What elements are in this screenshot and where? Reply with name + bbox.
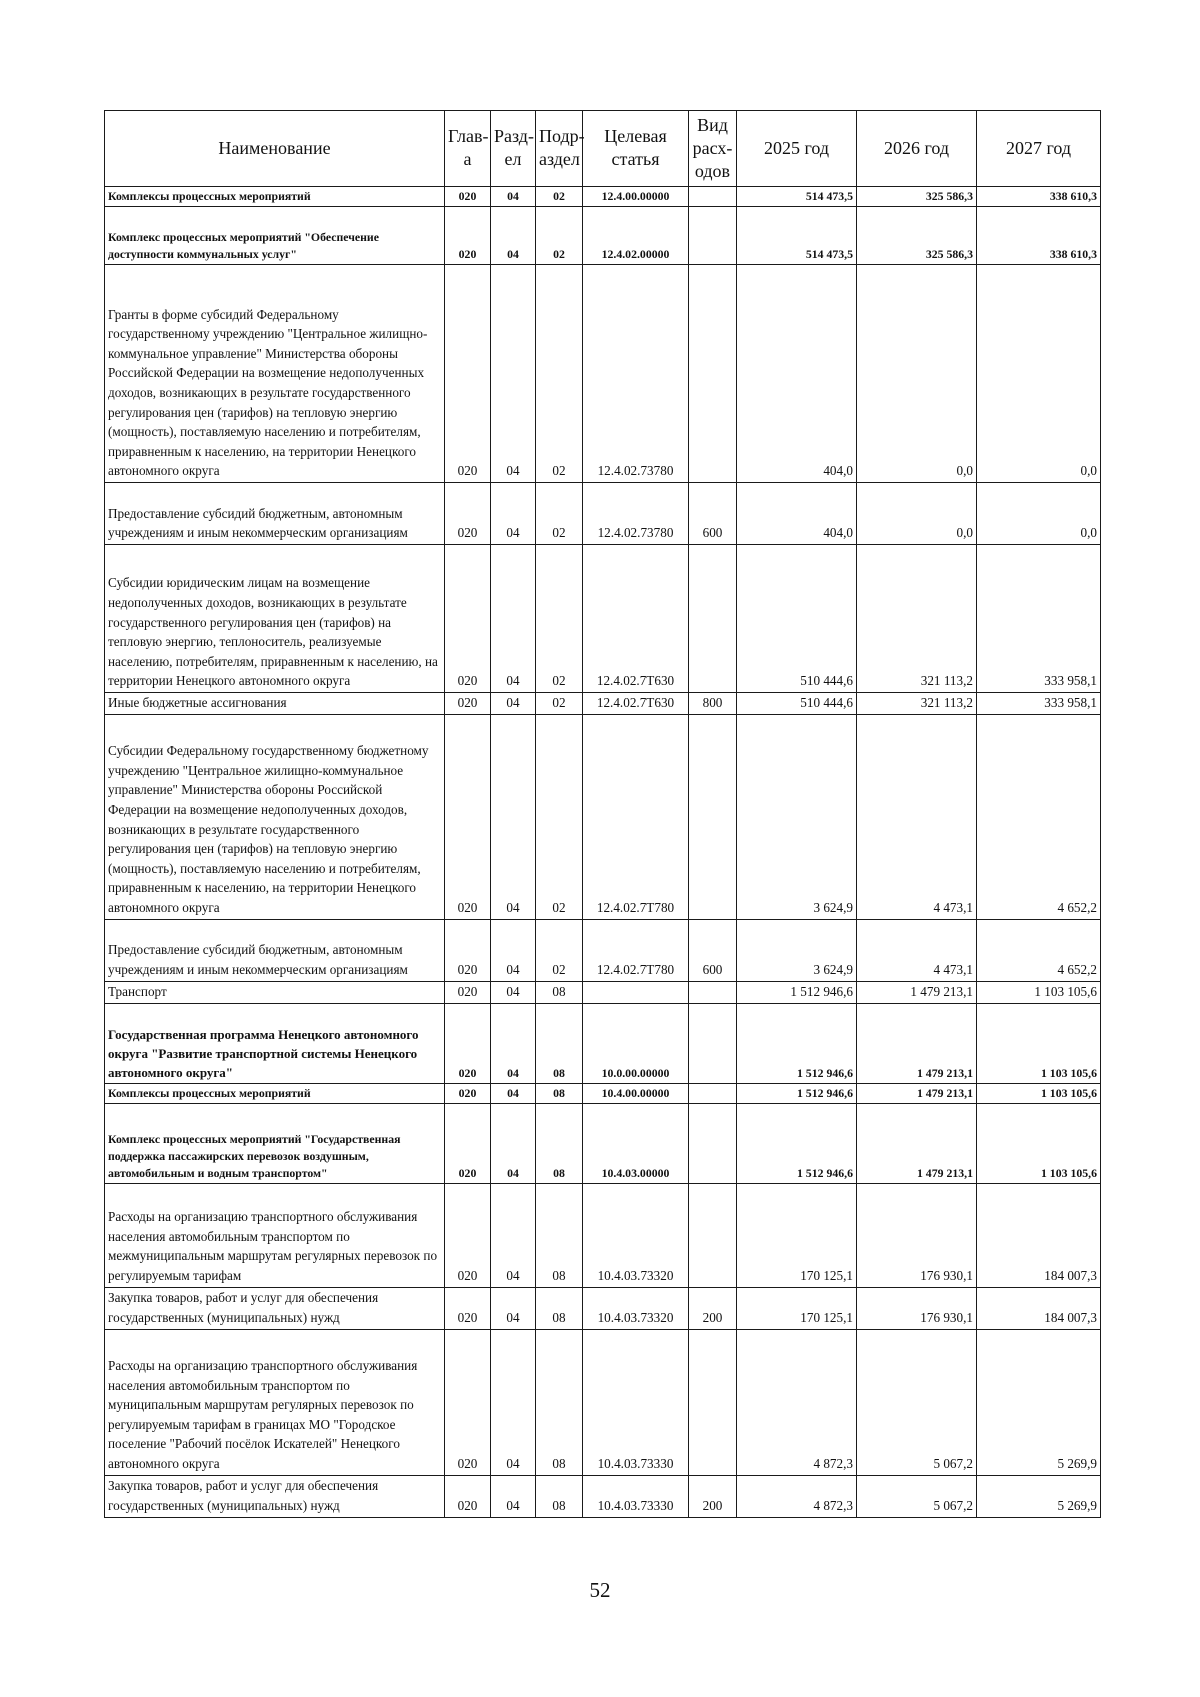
row-2027: 1 103 105,6	[977, 981, 1101, 1003]
row-podrazdel: 02	[536, 545, 583, 693]
row-razdel: 04	[491, 919, 536, 981]
header-target: Целевая статья	[583, 111, 689, 187]
table-row	[105, 1287, 1101, 1329]
row-vid	[689, 545, 737, 693]
row-2027: 1 103 105,6	[977, 1083, 1101, 1103]
row-target: 12.4.02.73780	[583, 265, 689, 483]
row-2026: 325 586,3	[857, 207, 977, 265]
header-razdel: Раздел	[491, 111, 536, 187]
row-name: Закупка товаров, работ и услуг для обеспечения государственных (муниципальных) нужд	[105, 1287, 445, 1329]
row-2025: 4 872,3	[737, 1329, 857, 1475]
row-vid	[689, 714, 737, 919]
row-2026: 176 930,1	[857, 1183, 977, 1287]
row-podrazdel: 02	[536, 265, 583, 483]
row-2026: 1 479 213,1	[857, 1003, 977, 1083]
header-podrazdel: Подраздел	[536, 111, 583, 187]
row-razdel: 04	[491, 1103, 536, 1183]
row-razdel: 04	[491, 1475, 536, 1517]
row-podrazdel: 08	[536, 1003, 583, 1083]
row-vid	[689, 981, 737, 1003]
row-2026: 321 113,2	[857, 693, 977, 715]
row-2027: 1 103 105,6	[977, 1003, 1101, 1083]
row-target: 12.4.02.7Т780	[583, 714, 689, 919]
row-2027: 5 269,9	[977, 1329, 1101, 1475]
row-vid	[689, 265, 737, 483]
header-2025: 2025 год	[737, 111, 857, 187]
row-name: Государственная программа Ненецкого автономного округа "Развитие транспортной системы Ненецкого автономного округа"	[105, 1003, 445, 1083]
table-row	[105, 1003, 1101, 1083]
row-razdel: 04	[491, 1183, 536, 1287]
row-glava: 020	[445, 1329, 491, 1475]
row-name: Закупка товаров, работ и услуг для обеспечения государственных (муниципальных) нужд	[105, 1475, 445, 1517]
table-row	[105, 1329, 1101, 1475]
row-2027: 4 652,2	[977, 919, 1101, 981]
row-glava: 020	[445, 1003, 491, 1083]
row-2025: 170 125,1	[737, 1183, 857, 1287]
table-row	[105, 1083, 1101, 1103]
row-razdel: 04	[491, 207, 536, 265]
row-glava: 020	[445, 693, 491, 715]
row-2027: 0,0	[977, 483, 1101, 545]
row-podrazdel: 08	[536, 981, 583, 1003]
row-vid	[689, 1329, 737, 1475]
row-glava: 020	[445, 545, 491, 693]
row-name: Транспорт	[105, 981, 445, 1003]
table-row	[105, 545, 1101, 693]
row-2027: 338 610,3	[977, 187, 1101, 207]
row-2027: 0,0	[977, 265, 1101, 483]
row-podrazdel: 02	[536, 693, 583, 715]
header-2027: 2027 год	[977, 111, 1101, 187]
row-2027: 184 007,3	[977, 1183, 1101, 1287]
row-2026: 0,0	[857, 483, 977, 545]
row-podrazdel: 02	[536, 207, 583, 265]
row-glava: 020	[445, 1287, 491, 1329]
row-2026: 321 113,2	[857, 545, 977, 693]
table-row	[105, 265, 1101, 483]
row-glava: 020	[445, 187, 491, 207]
page-number: 52	[589, 1578, 611, 1602]
table-row	[105, 207, 1101, 265]
row-2025: 170 125,1	[737, 1287, 857, 1329]
row-target: 10.4.03.73330	[583, 1329, 689, 1475]
row-name: Предоставление субсидий бюджетным, автономным учреждениям и иным некоммерческим организациям	[105, 919, 445, 981]
row-name: Субсидии Федеральному государственному бюджетному учреждению "Центральное жилищно-коммунальное управление" Министерства обороны Российской Федерации на возмещение недополученных доходов, возникающих в результате государственного регулирования цен (тарифов) на тепловую энергию (мощность), поставляемую населению и потребителям, приравненным к населению, на территории Ненецкого автономного округа	[105, 714, 445, 919]
row-razdel: 04	[491, 1287, 536, 1329]
row-2027: 333 958,1	[977, 545, 1101, 693]
row-name: Комплекс процессных мероприятий "Государственная поддержка пассажирских перевозок воздушным, автомобильным и водным транспортом"	[105, 1103, 445, 1183]
row-glava: 020	[445, 207, 491, 265]
header-glava: Главa	[445, 111, 491, 187]
row-2027: 5 269,9	[977, 1475, 1101, 1517]
row-razdel: 04	[491, 483, 536, 545]
row-2026: 5 067,2	[857, 1329, 977, 1475]
row-vid: 600	[689, 483, 737, 545]
row-vid: 600	[689, 919, 737, 981]
row-target: 12.4.02.7Т630	[583, 545, 689, 693]
row-podrazdel: 02	[536, 714, 583, 919]
row-glava: 020	[445, 483, 491, 545]
row-2025: 3 624,9	[737, 919, 857, 981]
row-vid	[689, 1003, 737, 1083]
row-2026: 0,0	[857, 265, 977, 483]
row-razdel: 04	[491, 265, 536, 483]
row-name: Гранты в форме субсидий Федеральному государственному учреждению "Центральное жилищно-коммунальное управление" Министерства обороны Российской Федерации на возмещение недополученных доходов, возникающих в результате государственного регулирования цен (тарифов) на тепловую энергию (мощность), поставляемую населению и потребителям, приравненным к населению, на территории Ненецкого автономного округа	[105, 265, 445, 483]
row-target: 10.4.03.73330	[583, 1475, 689, 1517]
row-glava: 020	[445, 919, 491, 981]
row-2027: 1 103 105,6	[977, 1103, 1101, 1183]
row-target: 10.4.03.00000	[583, 1103, 689, 1183]
table-row	[105, 714, 1101, 919]
row-2026: 4 473,1	[857, 714, 977, 919]
row-target: 12.4.02.7Т780	[583, 919, 689, 981]
row-podrazdel: 08	[536, 1475, 583, 1517]
row-target: 10.4.03.73320	[583, 1183, 689, 1287]
row-vid: 200	[689, 1287, 737, 1329]
row-name: Расходы на организацию транспортного обслуживания населения автомобильным транспортом по межмуниципальным маршрутам регулярных перевозок по регулируемым тарифам	[105, 1183, 445, 1287]
header-2026: 2026 год	[857, 111, 977, 187]
table-row	[105, 981, 1101, 1003]
row-name: Субсидии юридическим лицам на возмещение недополученных доходов, возникающих в результате государственного регулирования цен (тарифов) на тепловую энергию, теплоноситель, реализуемые населению, потребителям, приравненным к населению, на территории Ненецкого автономного округа	[105, 545, 445, 693]
row-name: Расходы на организацию транспортного обслуживания населения автомобильным транспортом по муниципальным маршрутам регулярных перевозок по регулируемым тарифам в границах МО "Городское поселение "Рабочий посёлок Искателей" Ненецкого автономного округа	[105, 1329, 445, 1475]
row-2026: 1 479 213,1	[857, 981, 977, 1003]
row-glava: 020	[445, 1183, 491, 1287]
row-razdel: 04	[491, 1329, 536, 1475]
row-2025: 4 872,3	[737, 1475, 857, 1517]
row-2025: 514 473,5	[737, 207, 857, 265]
row-2026: 176 930,1	[857, 1287, 977, 1329]
row-glava: 020	[445, 1475, 491, 1517]
table-row	[105, 483, 1101, 545]
row-vid: 200	[689, 1475, 737, 1517]
row-podrazdel: 02	[536, 483, 583, 545]
row-name: Комплексы процессных мероприятий	[105, 1083, 445, 1103]
row-target: 12.4.02.73780	[583, 483, 689, 545]
row-name: Комплексы процессных мероприятий	[105, 187, 445, 207]
row-name: Комплекс процессных мероприятий "Обеспечение доступности коммунальных услуг"	[105, 207, 445, 265]
row-podrazdel: 08	[536, 1083, 583, 1103]
row-podrazdel: 02	[536, 919, 583, 981]
row-razdel: 04	[491, 1083, 536, 1103]
table-row	[105, 919, 1101, 981]
row-podrazdel: 08	[536, 1103, 583, 1183]
row-glava: 020	[445, 981, 491, 1003]
row-2027: 184 007,3	[977, 1287, 1101, 1329]
row-vid	[689, 187, 737, 207]
table-row	[105, 1103, 1101, 1183]
row-glava: 020	[445, 265, 491, 483]
row-target: 12.4.00.00000	[583, 187, 689, 207]
row-razdel: 04	[491, 693, 536, 715]
row-2026: 4 473,1	[857, 919, 977, 981]
row-2025: 1 512 946,6	[737, 981, 857, 1003]
row-vid	[689, 207, 737, 265]
table-header-row	[105, 111, 1101, 187]
row-target	[583, 981, 689, 1003]
row-2025: 3 624,9	[737, 714, 857, 919]
row-name: Предоставление субсидий бюджетным, автономным учреждениям и иным некоммерческим организациям	[105, 483, 445, 545]
row-vid	[689, 1083, 737, 1103]
row-razdel: 04	[491, 981, 536, 1003]
table-row	[105, 693, 1101, 715]
row-name: Иные бюджетные ассигнования	[105, 693, 445, 715]
row-target: 12.4.02.00000	[583, 207, 689, 265]
row-2025: 1 512 946,6	[737, 1083, 857, 1103]
table-row	[105, 187, 1101, 207]
row-vid	[689, 1103, 737, 1183]
row-podrazdel: 08	[536, 1329, 583, 1475]
row-target: 10.0.00.00000	[583, 1003, 689, 1083]
row-2025: 510 444,6	[737, 693, 857, 715]
row-glava: 020	[445, 714, 491, 919]
row-2025: 514 473,5	[737, 187, 857, 207]
row-2027: 333 958,1	[977, 693, 1101, 715]
budget-table	[104, 110, 1101, 1518]
header-vid: Вид расходов	[689, 111, 737, 187]
row-vid: 800	[689, 693, 737, 715]
row-glava: 020	[445, 1103, 491, 1183]
row-podrazdel: 02	[536, 187, 583, 207]
row-2027: 338 610,3	[977, 207, 1101, 265]
row-2025: 404,0	[737, 265, 857, 483]
row-vid	[689, 1183, 737, 1287]
header-name: Наименование	[105, 111, 445, 187]
row-target: 10.4.03.73320	[583, 1287, 689, 1329]
row-2026: 325 586,3	[857, 187, 977, 207]
table-row	[105, 1183, 1101, 1287]
table-row	[105, 1475, 1101, 1517]
row-2025: 510 444,6	[737, 545, 857, 693]
row-2025: 1 512 946,6	[737, 1003, 857, 1083]
row-podrazdel: 08	[536, 1287, 583, 1329]
row-podrazdel: 08	[536, 1183, 583, 1287]
row-2026: 1 479 213,1	[857, 1083, 977, 1103]
row-2025: 1 512 946,6	[737, 1103, 857, 1183]
row-razdel: 04	[491, 714, 536, 919]
row-glava: 020	[445, 1083, 491, 1103]
row-2026: 5 067,2	[857, 1475, 977, 1517]
row-razdel: 04	[491, 545, 536, 693]
row-razdel: 04	[491, 1003, 536, 1083]
row-target: 12.4.02.7Т630	[583, 693, 689, 715]
row-target: 10.4.00.00000	[583, 1083, 689, 1103]
row-2027: 4 652,2	[977, 714, 1101, 919]
row-2026: 1 479 213,1	[857, 1103, 977, 1183]
row-razdel: 04	[491, 187, 536, 207]
row-2025: 404,0	[737, 483, 857, 545]
